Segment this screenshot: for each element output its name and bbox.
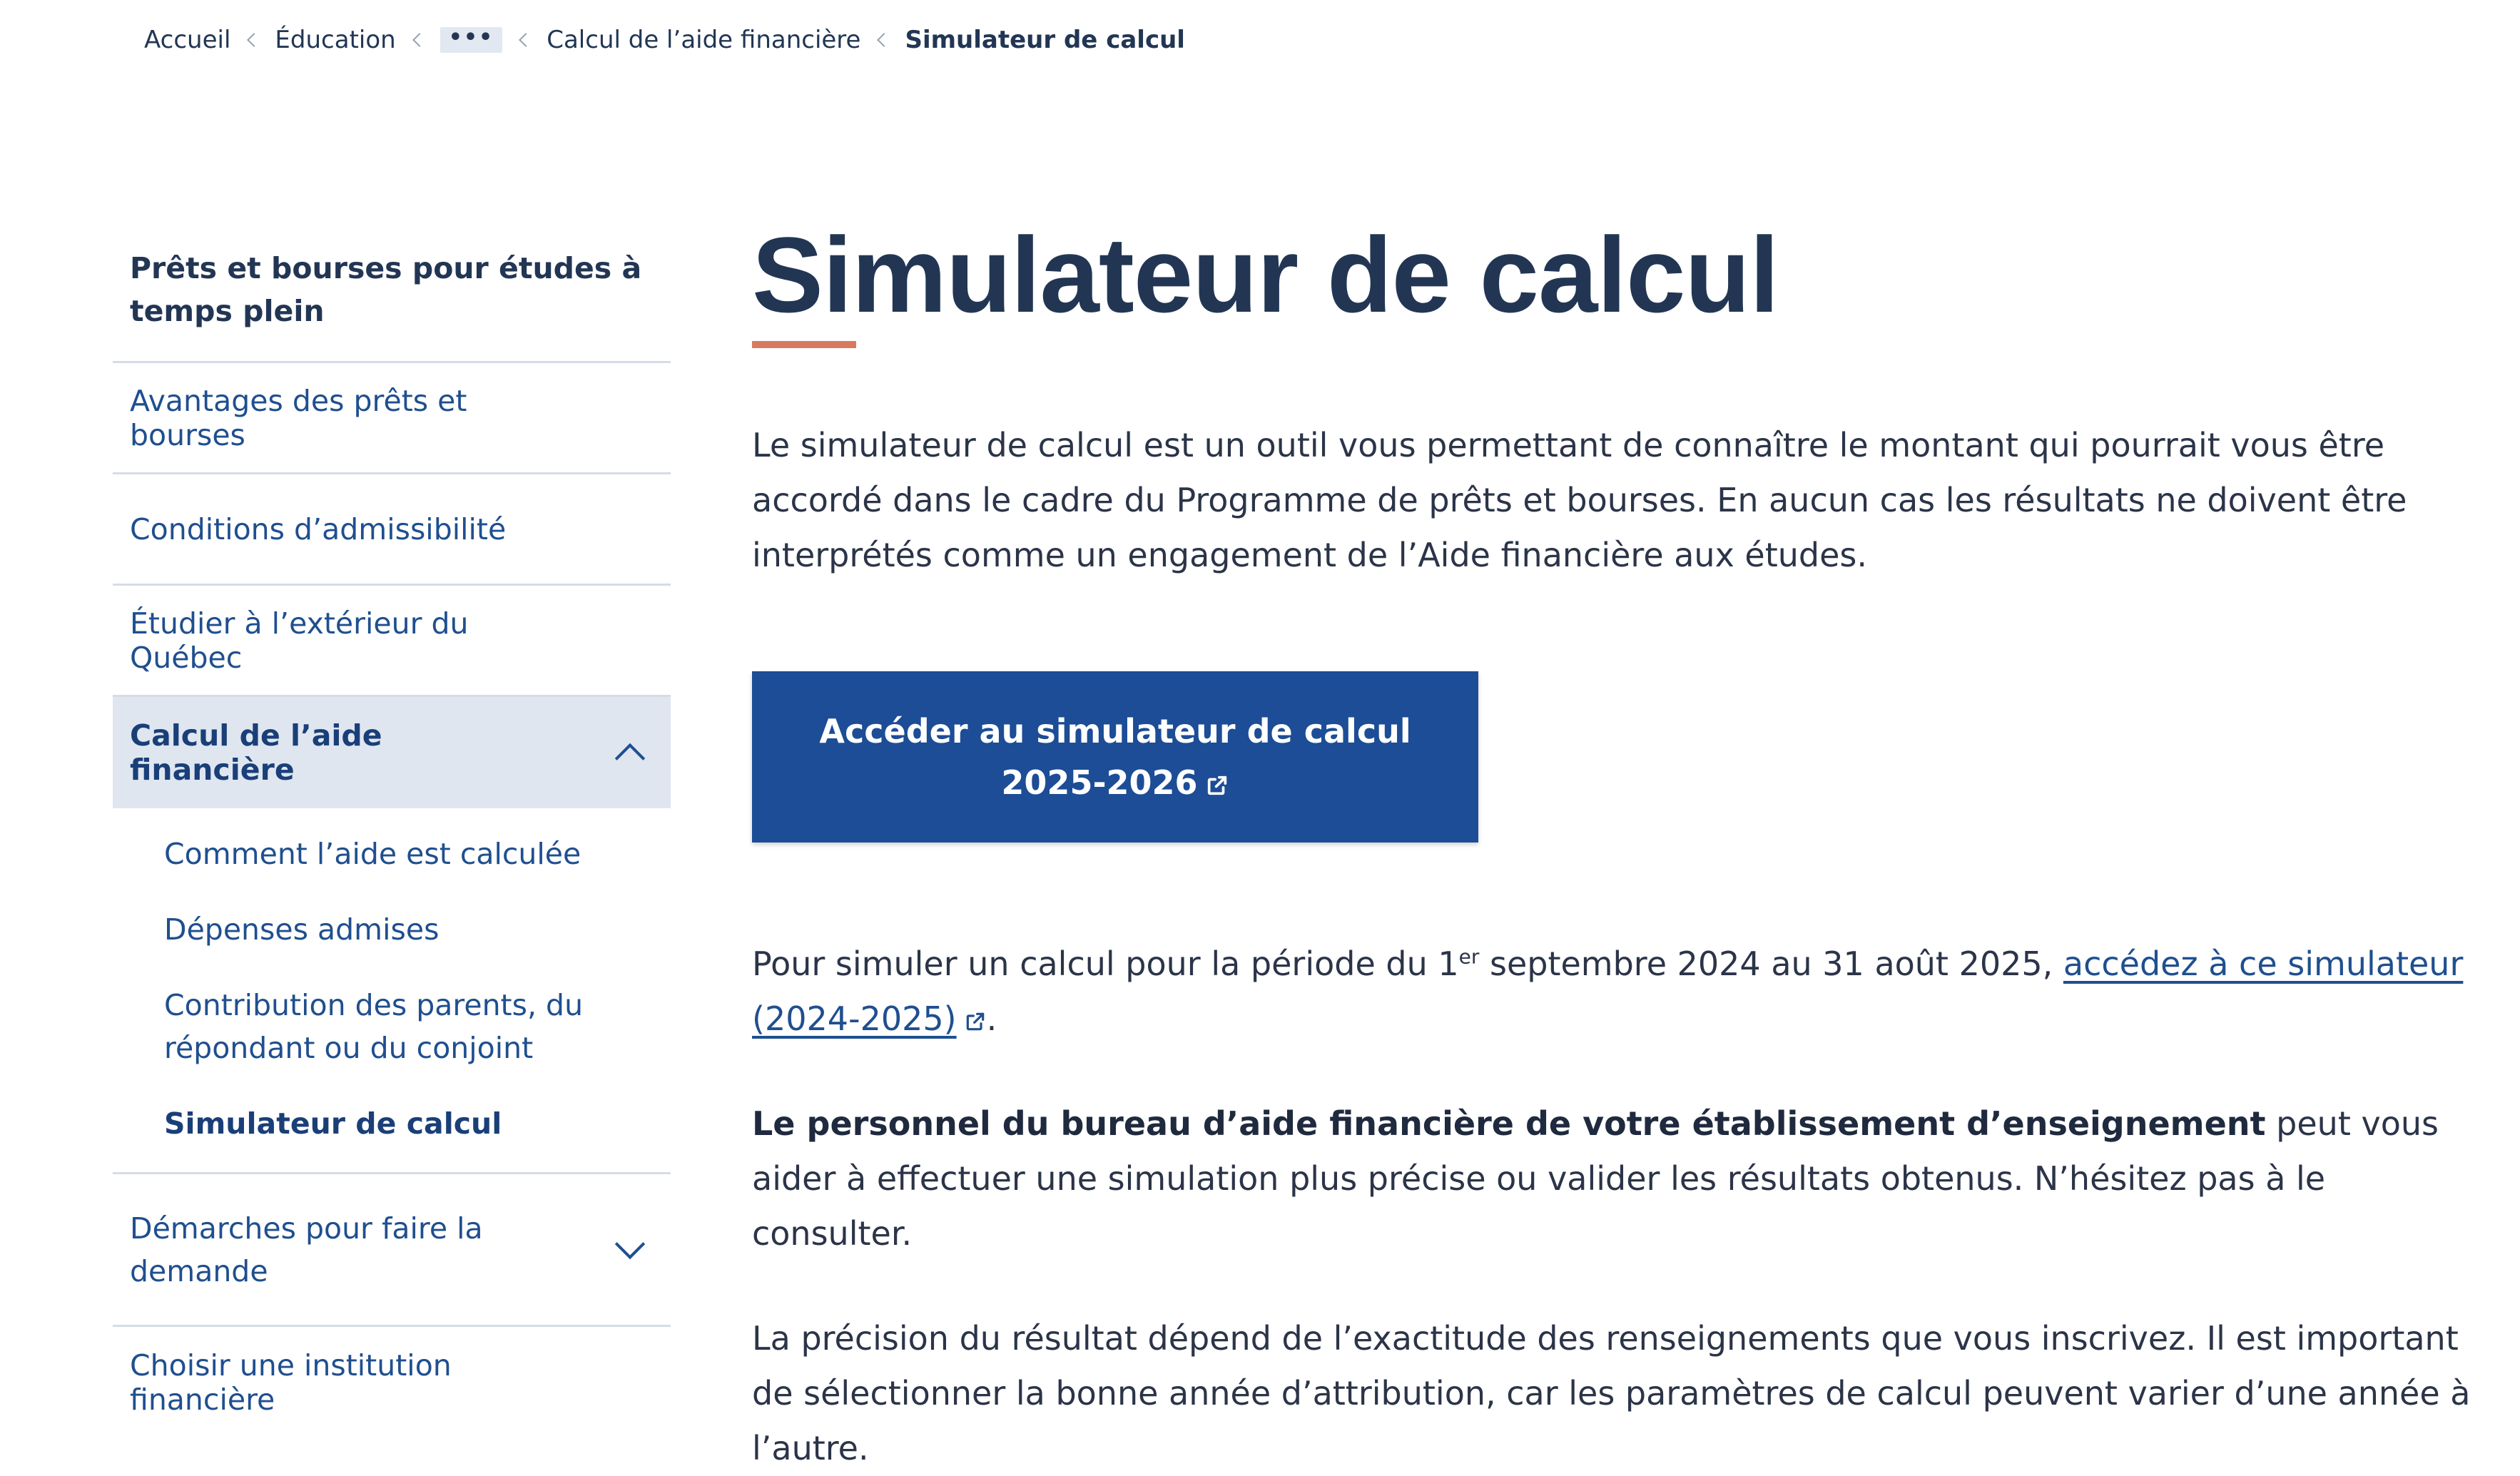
breadcrumb-calcul-aide[interactable]: Calcul de l’aide financière xyxy=(547,26,861,54)
chevron-left-icon xyxy=(519,33,533,47)
breadcrumb xyxy=(144,23,1185,57)
cta-line1: Accéder au simulateur de calcul xyxy=(819,712,1411,750)
sidebar-item-label: Calcul de l’aide financière xyxy=(130,718,382,787)
cta-line2: 2025-2026 xyxy=(1001,763,1198,802)
previous-simulator-paragraph xyxy=(752,937,2493,1047)
sidebar-item-label: Avantages des prêts et bourses xyxy=(130,383,467,452)
chevron-up-icon[interactable] xyxy=(615,743,645,773)
breadcrumb-home[interactable]: Accueil xyxy=(144,26,231,54)
cta-line2-wrap xyxy=(1001,757,1229,808)
intro-paragraph: Le simulateur de calcul est un outil vous permettant de connaître le montant qui pourrait vous être accordé dans le cadre du Programme de prêts et bourses. En aucun cas les résultats ne doivent être interprétés comme un engagement de l’Aide financière aux études. xyxy=(752,426,2407,574)
breadcrumb-current: Simulateur de calcul xyxy=(905,26,1185,54)
external-link-icon xyxy=(1205,773,1229,798)
sidebar-subitem-simulateur[interactable]: Simulateur de calcul xyxy=(164,1106,502,1141)
sidebar-subitem-depenses[interactable]: Dépenses admises xyxy=(164,912,440,947)
sidebar-nav xyxy=(113,228,671,1438)
staff-rest-text: peut vous aider à effectuer une simulation plus précise ou valider les résultats obtenus. N’hésitez pas à le consulter. xyxy=(752,1104,2439,1253)
sidebar-item-calcul-aide[interactable] xyxy=(113,697,671,808)
sidebar-item-conditions[interactable] xyxy=(113,474,671,586)
sidebar-item-demarches[interactable] xyxy=(113,1174,671,1327)
chevron-left-icon xyxy=(412,33,427,47)
sidebar-item-avantages[interactable] xyxy=(113,363,671,474)
sim-text-after: septembre 2024 au 31 août 2025, xyxy=(1479,945,2063,983)
title-underline xyxy=(752,341,856,348)
sidebar-item-exterieur[interactable] xyxy=(113,586,671,697)
external-link-icon xyxy=(964,1010,987,1033)
sim-link-text: accédez à ce simulateur (2024-2025) xyxy=(752,945,2464,1038)
staff-bold-text: Le personnel du bureau d’aide financière de votre établissement d’enseignement xyxy=(752,1104,2266,1143)
sidebar-title[interactable]: Prêts et bourses pour études à temps plein xyxy=(113,228,671,363)
chevron-left-icon xyxy=(878,33,892,47)
page-title: Simulateur de calcul xyxy=(752,215,1779,335)
staff-paragraph xyxy=(752,1096,2493,1261)
sidebar-item-label: Choisir une institution financière xyxy=(130,1348,452,1417)
sidebar-subitem-comment[interactable]: Comment l’aide est calculée xyxy=(164,837,581,871)
sidebar-item-institution[interactable] xyxy=(113,1327,671,1438)
sidebar-item-label: Étudier à l’extérieur du Québec xyxy=(130,606,469,675)
sim-text-end: . xyxy=(986,999,997,1038)
main-content xyxy=(752,214,2493,1476)
chevron-down-icon[interactable] xyxy=(615,1228,645,1258)
sidebar-item-label: Conditions d’admissibilité xyxy=(130,511,507,546)
simulator-2025-2026-button[interactable] xyxy=(752,671,1478,843)
precision-paragraph: La précision du résultat dépend de l’exactitude des renseignements que vous inscrivez. Il est important de sélectionner la bonne année d’attribution, car les paramètres de calcul peuvent varier d’une année à l’autre. xyxy=(752,1319,2471,1467)
breadcrumb-more-button[interactable]: ••• xyxy=(440,27,503,53)
breadcrumb-education[interactable]: Éducation xyxy=(275,26,396,54)
sim-text-before: Pour simuler un calcul pour la période du 1 xyxy=(752,945,1459,983)
sim-superscript: er xyxy=(1458,945,1480,969)
sidebar-submenu xyxy=(113,808,671,1174)
chevron-left-icon xyxy=(248,33,262,47)
sidebar-subitem-contribution[interactable]: Contribution des parents, du répondant ou du conjoint xyxy=(164,988,584,1065)
sidebar-item-label: Démarches pour faire la demande xyxy=(130,1211,483,1288)
